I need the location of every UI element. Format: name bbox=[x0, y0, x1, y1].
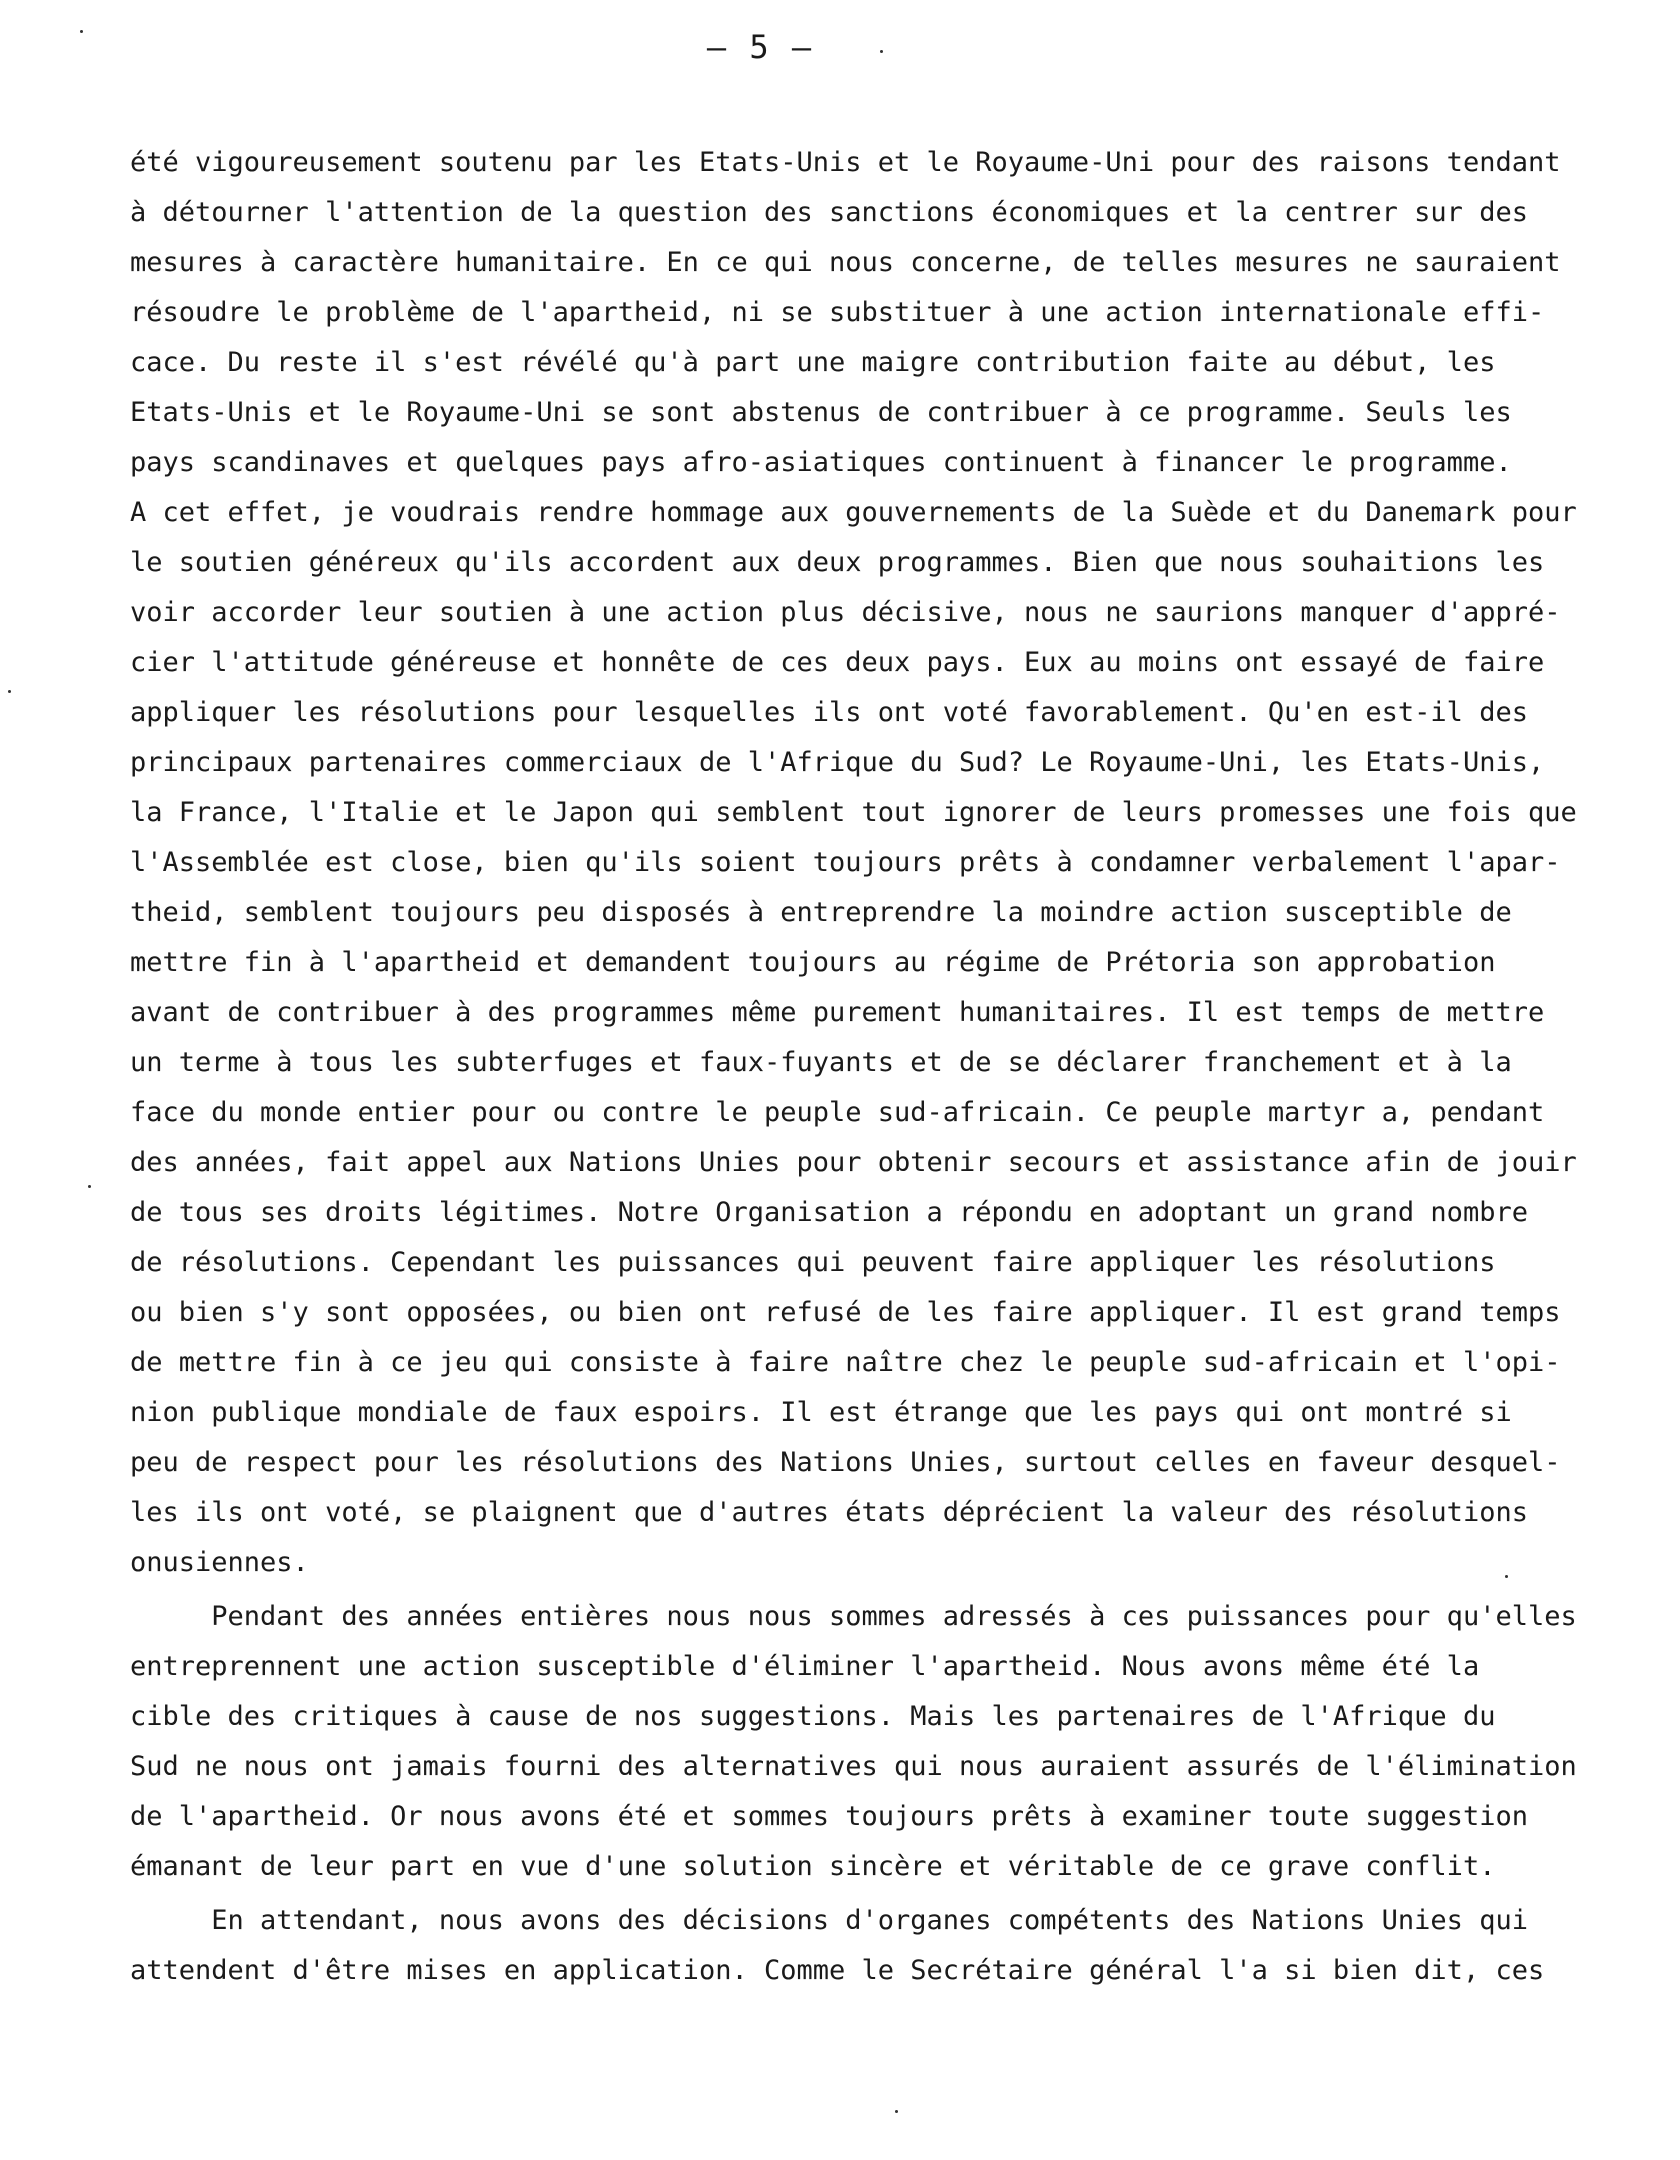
page-number: — 5 — bbox=[706, 28, 814, 66]
text-line: cible des critiques à cause de nos suggestions. Mais les partenaires de l'Afrique du bbox=[130, 1701, 1496, 1732]
paragraph-1 bbox=[130, 138, 1630, 1588]
scan-speck bbox=[88, 1185, 91, 1188]
text-line: peu de respect pour les résolutions des Nations Unies, surtout celles en faveur desquel- bbox=[130, 1447, 1561, 1478]
paragraph-3 bbox=[130, 1896, 1630, 1996]
scan-speck bbox=[1505, 1575, 1508, 1578]
text-line: En attendant, nous avons des décisions d'organes compétents des Nations Unies qui bbox=[130, 1905, 1528, 1936]
text-line: mesures à caractère humanitaire. En ce qui nous concerne, de telles mesures ne sauraient bbox=[130, 247, 1561, 278]
text-line: de résolutions. Cependant les puissances qui peuvent faire appliquer les résolutions bbox=[130, 1247, 1496, 1278]
text-line: à détourner l'attention de la question des sanctions économiques et la centrer sur des bbox=[130, 197, 1528, 228]
text-line: onusiennes. bbox=[130, 1547, 309, 1578]
text-line: Sud ne nous ont jamais fourni des alternatives qui nous auraient assurés de l'élimination bbox=[130, 1751, 1577, 1782]
text-line: résoudre le problème de l'apartheid, ni se substituer à une action internationale effi- bbox=[130, 297, 1545, 328]
text-line: A cet effet, je voudrais rendre hommage aux gouvernements de la Suède et du Danemark pour bbox=[130, 497, 1577, 528]
text-line: un terme à tous les subterfuges et faux-fuyants et de se déclarer franchement et à la bbox=[130, 1047, 1512, 1078]
text-line: cace. Du reste il s'est révélé qu'à part une maigre contribution faite au début, les bbox=[130, 347, 1496, 378]
text-line: Pendant des années entières nous nous sommes adressés à ces puissances pour qu'elles bbox=[130, 1601, 1577, 1632]
text-line: entreprennent une action susceptible d'éliminer l'apartheid. Nous avons même été la bbox=[130, 1651, 1480, 1682]
text-line: appliquer les résolutions pour lesquelles ils ont voté favorablement. Qu'en est-il des bbox=[130, 697, 1528, 728]
text-line: theid, semblent toujours peu disposés à entreprendre la moindre action susceptible de bbox=[130, 897, 1512, 928]
text-line: les ils ont voté, se plaignent que d'autres états déprécient la valeur des résolutions bbox=[130, 1497, 1528, 1528]
paragraph-2 bbox=[130, 1592, 1630, 1892]
text-line: avant de contribuer à des programmes même purement humanitaires. Il est temps de mettre bbox=[130, 997, 1545, 1028]
scan-speck bbox=[895, 2110, 898, 2113]
text-line: de mettre fin à ce jeu qui consiste à faire naître chez le peuple sud-africain et l'opi- bbox=[130, 1347, 1561, 1378]
text-line: des années, fait appel aux Nations Unies pour obtenir secours et assistance afin de jouir bbox=[130, 1147, 1577, 1178]
text-line: pays scandinaves et quelques pays afro-asiatiques continuent à financer le programme. bbox=[130, 447, 1512, 478]
scan-speck bbox=[80, 30, 83, 33]
text-line: de l'apartheid. Or nous avons été et sommes toujours prêts à examiner toute suggestion bbox=[130, 1801, 1528, 1832]
text-line: ou bien s'y sont opposées, ou bien ont refusé de les faire appliquer. Il est grand temps bbox=[130, 1297, 1561, 1328]
text-line: voir accorder leur soutien à une action plus décisive, nous ne saurions manquer d'appré- bbox=[130, 597, 1561, 628]
text-line: Etats-Unis et le Royaume-Uni se sont abstenus de contribuer à ce programme. Seuls les bbox=[130, 397, 1512, 428]
text-line: la France, l'Italie et le Japon qui semblent tout ignorer de leurs promesses une fois que bbox=[130, 797, 1577, 828]
text-line: été vigoureusement soutenu par les Etats-Unis et le Royaume-Uni pour des raisons tendant bbox=[130, 147, 1561, 178]
text-line: attendent d'être mises en application. Comme le Secrétaire général l'a si bien dit, ces bbox=[130, 1955, 1545, 1986]
text-line: de tous ses droits légitimes. Notre Organisation a répondu en adoptant un grand nombre bbox=[130, 1197, 1528, 1228]
text-line: cier l'attitude généreuse et honnête de ces deux pays. Eux au moins ont essayé de faire bbox=[130, 647, 1545, 678]
body-text bbox=[130, 138, 1630, 1996]
text-line: face du monde entier pour ou contre le peuple sud-africain. Ce peuple martyr a, pendant bbox=[130, 1097, 1545, 1128]
text-line: le soutien généreux qu'ils accordent aux deux programmes. Bien que nous souhaitions les bbox=[130, 547, 1545, 578]
text-line: l'Assemblée est close, bien qu'ils soient toujours prêts à condamner verbalement l'apar- bbox=[130, 847, 1561, 878]
scan-speck bbox=[880, 50, 883, 53]
text-line: nion publique mondiale de faux espoirs. Il est étrange que les pays qui ont montré si bbox=[130, 1397, 1512, 1428]
scan-speck bbox=[8, 690, 11, 693]
text-line: principaux partenaires commerciaux de l'Afrique du Sud? Le Royaume-Uni, les Etats-Unis, bbox=[130, 747, 1545, 778]
text-line: mettre fin à l'apartheid et demandent toujours au régime de Prétoria son approbation bbox=[130, 947, 1496, 978]
text-line: émanant de leur part en vue d'une solution sincère et véritable de ce grave conflit. bbox=[130, 1851, 1496, 1882]
